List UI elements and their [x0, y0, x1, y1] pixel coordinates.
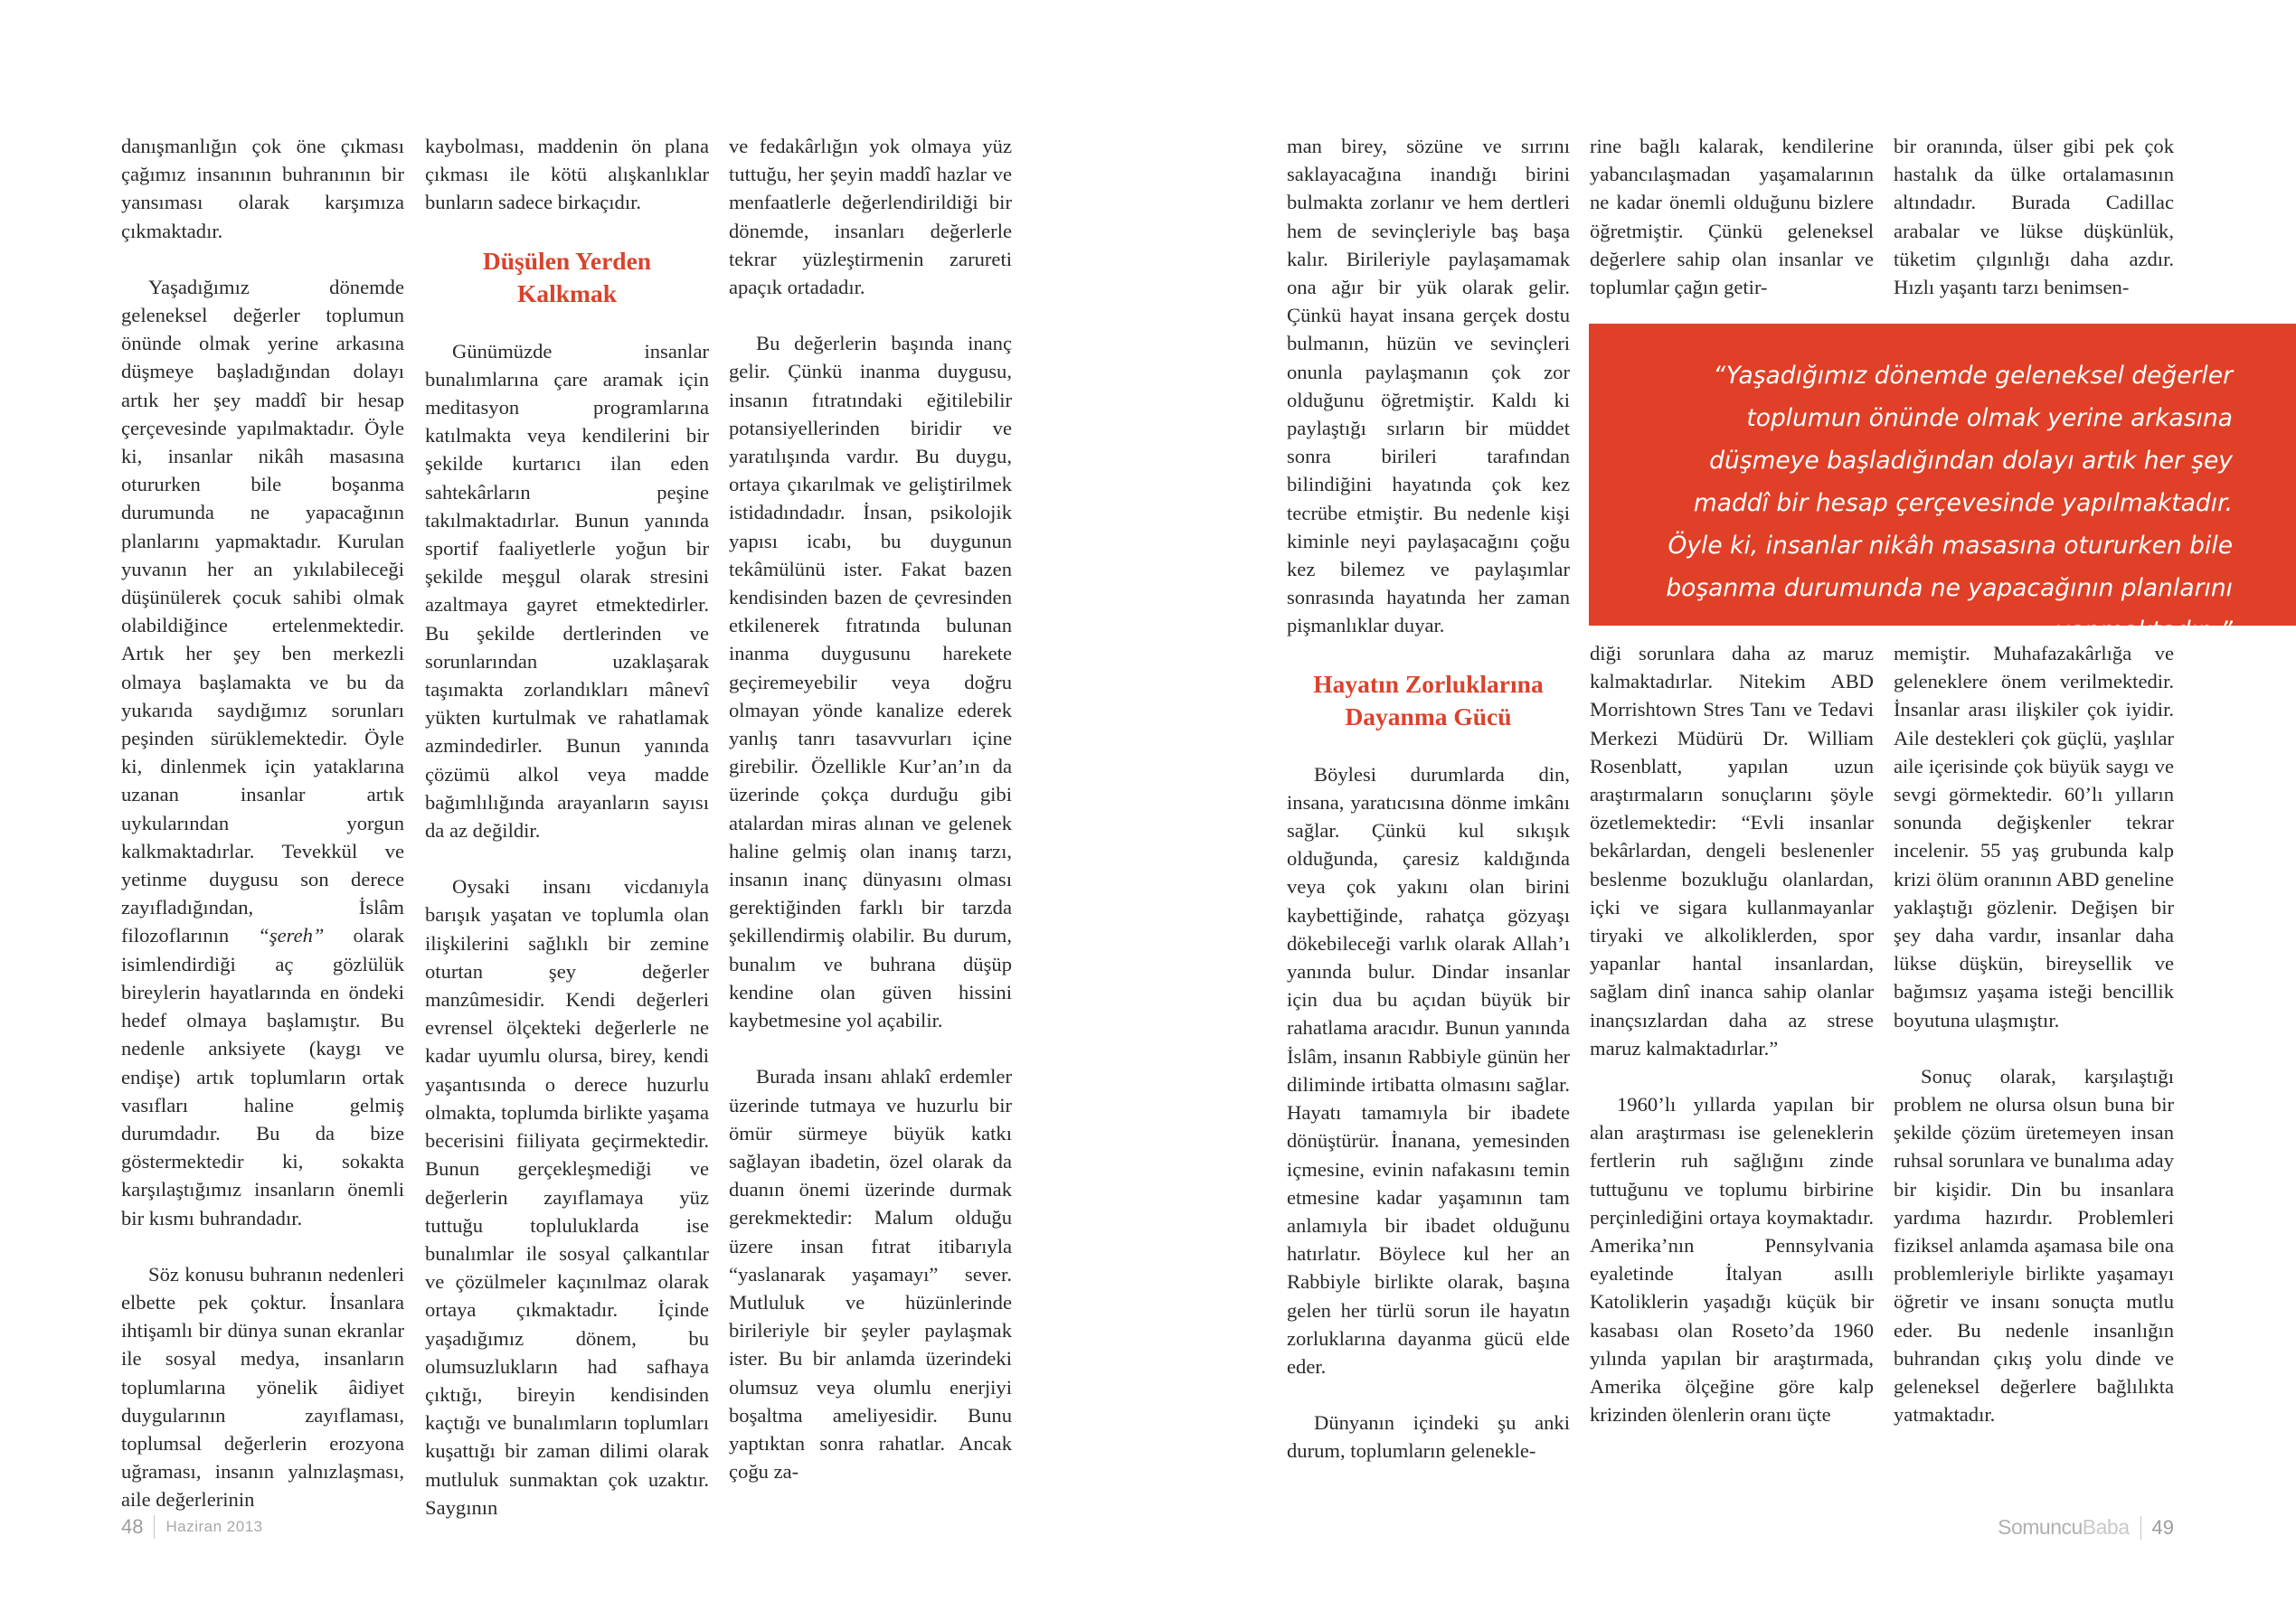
right-column-3-top [1894, 132, 2174, 301]
footer-divider [2140, 1516, 2141, 1540]
right-column-2-top [1590, 132, 1874, 301]
paragraph: bir oranında, ülser gibi pek çok hastalık da ülke ortalamasının altındadır. Burada Cadillac arabalar ve lükse düşkünlük, tüketim çılgınlığı daha azdır. Hızlı yaşantı tarzı benimsen- [1894, 135, 2174, 299]
left-column-3 [729, 132, 1012, 1513]
paragraph: Burada insanı ahlakî erdemler üzerinde tutmaya ve huzurlu bir ömür sürmeye büyük katkı sağlayan ibadetin, özel olarak da duanın önemi üzerinde durmak gerekmektedir: Malum olduğu üzere insan fıtrat itibarıyla “yaslanarak yaşamayı” sever. Mutluluk ve hüzünlerinde birileriyle bir şeyler paylaşmak ister. Bu bir anlamda üzerindeki olumsuz veya olumlu enerjiyi boşaltma ameliyesidir. Bunu yaptıktan sonra rahatlar. Ancak çoğu za- [729, 1065, 1012, 1484]
paragraph: ve fedakârlığın yok olmaya yüz tuttuğu, her şeyin maddî hazlar ve menfaatlerle değerlendirildiği bir dönemde, insanları değerlerle tekrar yüzleştirmenin zarureti apaçık ortadadır. [729, 135, 1012, 299]
paragraph: rine bağlı kalarak, kendilerine yabancılaşmadan yaşamalarının ne kadar önemli olduğunu bizlere öğretmiştir. Çünkü geleneksel değerlere sahip olan insanlar ve toplumlar çağın getir- [1590, 135, 1874, 299]
right-column-1 [1287, 132, 1570, 1494]
right-column-3-bottom [1894, 639, 2174, 1456]
paragraph: Söz konusu buhranın nedenleri elbette pek çoktur. İnsanlara ihtişamlı bir dünya sunan ekranlar ile sosyal medya, insanların toplumlarına yönelik âidiyet duygularının zayıflaması, toplumsal değerlerin erozyona uğraması, insanın yalnızlaşması, aile değerlerinin [121, 1262, 404, 1512]
footer-right [1998, 1515, 2174, 1540]
paragraph: man birey, sözüne ve sırrını saklayacağına inandığı birini bulmakta zorlanır ve hem dertleri hem de sevinçleriyle baş başa kalır. Birileriyle paylaşamamak ona ağır bir yük olarak gelir. Çünkü hayat insana gerçek dostu bulmanın, hüzün ve sevinçleri onunla paylaşmanın çok zor olduğunu öğretmiştir. Kaldı ki paylaştığı sırların bir müddet sonra birileri tarafından bilindiğini hayatında çok kez tecrübe etmiştir. Bu nedenle kişi kiminle neyi paylaşacağını çoğu kez bilemez ve paylaşımlar sonrasında hayatında her zaman pişmanlıklar duyar. [1287, 135, 1570, 637]
left-column-2 [425, 132, 709, 1550]
left-column-1 [121, 132, 404, 1542]
paragraph: Sonuç olarak, karşılaştığı problem ne olursa olsun buna bir şekilde çözüm üretemeyen insan ruhsal sorunlara ve bunalıma aday bir kişidir. Din bu insanlara yardıma hazırdır. Problemleri fiziksel anlamda aşamasa bile ona problemleriyle birlikte yaşamayı öğretir ve insanı sonuçta mutlu eder. Bu nedenle insanlığın buhrandan çıkış yolu dinde ve geleneksel değerlere bağlılıkta yatmaktadır. [1894, 1064, 2174, 1427]
footer-left [121, 1515, 263, 1539]
paragraph: 1960’lı yıllarda yapılan bir alan araştırması ise geleneklerin fertlerin ruh sağlığını zinde tuttuğunu ve toplumu birbirine perçinlediğini ortaya koymaktadır. Amerika’nın Pennsylvania eyaletinde İtalyan asıllı Katoliklerin yaşadığı küçük bir kasabası olan Roseto’da 1960 yılında yapılan bir araştırmada, Amerika ölçeğine göre kalp krizinden ölenlerin oranı üçte [1590, 1093, 1874, 1427]
section-heading: Düşülen Yerden Kalkmak [482, 246, 652, 307]
paragraph: diği sorunlara daha az maruz kalmaktadırlar. Nitekim ABD Morrishtown Stres Tanı ve Tedavi Merkezi Müdürü Dr. William Rosenblatt, yapılan uzun araştırmaların sonuçlarını şöyle özetlemektedir: “Evli insanlar bekârlardan, dengeli beslenenler beslenme bozukluğu olanlardan, içki ve sigara kullanmayanlar tiryaki ve alkoliklerden, spor yapanlar hantal insanlardan, sağlam dinî inanca sahip olanlar inançsızlardan daha az strese maruz kalmaktadırlar.” [1590, 642, 1874, 1060]
pull-quote-text: “Yaşadığımız dönemde geleneksel değerler toplumun önünde olmak yerine arkasına düşmeye başladığından dolayı artık her şey maddî bir hesap çerçevesinde yapılmaktadır. Öyle ki, insanlar nikâh masasına otururken bile boşanma durumunda ne yapacağının planlarını yapmaktadır. ” [1666, 362, 2233, 645]
footer-divider [154, 1515, 155, 1539]
paragraph: Dünyanın içindeki şu anki durum, toplumların gelenekle- [1287, 1411, 1570, 1463]
right-column-2-bottom [1590, 639, 1874, 1456]
pull-quote [1589, 324, 2296, 645]
page-number: 48 [121, 1515, 144, 1538]
paragraph: Yaşadığımız dönemde geleneksel değerler toplumun önünde olmak yerine arkasına düşmeye başladığından dolayı artık her şey maddî bir hesap çerçevesinde yapılmaktadır. Öyle ki, insanlar nikâh masasına otururken bile boşanma durumunda ne yapacağının planlarını yapmaktadır. Kurulan yuvanın her an yıkılabileceği düşünülerek çocuk sahibi olmak olabildiğince ertelenmektedir. Artık her şey ben merkezli olmaya başlamakta ve bu da yukarıda saydığımız sorunları peşinden sürüklemektedir. Öyle ki, dinlenmek için yataklarına uzanan insanlar artık uykularından yorgun kalkmaktadırlar. Tevekkül ve yetinme duygusu son derece zayıfladığından, İslâm filozoflarının “şereh” olarak isimlendirdiği aç gözlülük bireylerin hayatlarında en öndeki hedef olmaya başlamıştır. Bu nedenle anksiyete (kaygı ve endişe) artık toplumların ortak vasıfları haline gelmiş durumdadır. Bu da bize göstermektedir ki, sokakta karşılaştığımız insanların önemli bir kısmı buhrandadır. [121, 275, 404, 1230]
paragraph: Bu değerlerin başında inanç gelir. Çünkü inanma duygusu, insanın fıtratındaki eğitilebilir potansiyellerinden biridir ve yaratılışında vardır. Bu duygu, ortaya çıkarılmak ve geliştirilmek istidadındadır. İnsan, psikolojik yapısı icabı, bu duygunun tekâmülünü ister. Fakat bazen kendisinden bazen de çevresinden etkilenerek fıtratında bulunan inanma duygusunu harekete geçiremeyebilir veya doğru olmayan yönde kanalize ederek yanlış tanrı tasavvurları içine girebilir. Özellikle Kur’an’ın da üzerinde çokça durduğu gibi atalardan miras alınan ve gelenek haline gelmiş olan inanış tarzı, insanın inanç dünyasını olması gerektiğinden farklı bir tarzda şekillendirmiş olabilir. Bu durum, bunalım ve buhrana düşüp kendine olan güven hissini kaybetmesine yol açabilir. [729, 332, 1012, 1032]
italic-term: “şereh” [258, 924, 325, 947]
paragraph: Günümüzde insanlar bunalımlarına çare aramak için meditasyon programlarına katılmakta veya kendilerini bir şekilde kurtarıcı ilan eden sahtekârların peşine takılmaktadırlar. Bunun yanında sportif faaliyetlerle yoğun bir şekilde meşgul olarak stresini azaltmaya gayret etmektedirler. Bu şekilde dertlerinden ve sorunlarından uzaklaşarak taşımakta zorlandıkları mânevî yükten kurtulmak ve rahatlamak azmindedirler. Bunun yanında çözümü alkol veya madde bağımlılığında arayanların sayısı da az değildir. [425, 339, 709, 843]
paragraph: Oysaki insanı vicdanıyla barışık yaşatan ve toplumla olan ilişkilerini sağlıklı bir zemine oturtan şey değerler manzûmesidir. Kendi değerleri evrensel ölçekteki değerlerle ne kadar uyumlu olursa, birey, kendi yaşantısında o derece huzurlu olmakta, toplumda birlikte yaşama becerisini fiiliyata geçirmektedir. Bunun gerçekleşmediği ve değerlerin zayıflamaya yüz tuttuğu topluluklarda ise bunalımlar ile sosyal çalkantılar ve çözülmeler kaçınılmaz olarak ortaya çıkmaktadır. İçinde yaşadığımız dönem, bu olumsuzlukların had safhaya çıktığı, bireyin kendisinden kaçtığı ve bunalımların toplumları kuşattığı bir zaman dilimi olarak mutluluk sunmaktan çok uzaktır. Saygının [425, 875, 709, 1519]
paragraph: danışmanlığın çok öne çıkması çağımız insanının buhranının bir yansıması olarak karşımıza çıkmaktadır. [121, 135, 404, 242]
section-heading: Hayatın Zorluklarına Dayanma Gücü [1313, 669, 1544, 730]
paragraph: Böylesi durumlarda din, insana, yaratıcısına dönme imkânı sağlar. Çünkü kul sıkışık olduğunda, çaresiz kaldığında veya çok yakını olan birini kaybettiğinde, rahatça gözyaşı dökebileceği varlık olarak Allah’ı yanında bulur. Dindar insanlar için dua bu açıdan büyük bir rahatlama aracıdır. Bunun yanında İslâm, insanın Rabbiyle günün her diliminde irtibatta olmasını sağlar. Hayatı tamamıyla bir ibadete dönüştürür. İnanana, yemesinden içmesine, evinin nafakasını temin etmesine kadar yaşamının tam anlamıyla bir ibadet olduğunu hatırlatır. Böylece kul her an Rabbiyle birlikte olarak, başına gelen her türlü sorun ile hayatın zorluklarına dayanma gücü elde eder. [1287, 762, 1570, 1378]
issue-date: Haziran 2013 [165, 1518, 263, 1535]
page-number: 49 [2151, 1515, 2174, 1539]
paragraph: kaybolması, maddenin ön plana çıkması ile kötü alışkanlıklar bunların sadece birkaçıdır. [425, 135, 709, 214]
magazine-logo: SomuncuBaba [1998, 1515, 2130, 1539]
paragraph: memiştir. Muhafazakârlığa ve geleneklere önem verilmektedir. İnsanlar arası ilişkiler çok iyidir. Aile destekleri çok güçlü, yaşlılar aile içerisinde çok büyük saygı ve sevgi görmektedir. 60’lı yılların sonunda değişkenler tekrar incelenir. 55 yaş grubunda kalp krizi ölüm oranının ABD geneline yaklaştığı gözlenir. Değişen bir şey daha vardır, insanlar daha lükse düşkün, bireysellik ve bağımsız yaşama isteği bencillik boyutuna ulaşmıştır. [1894, 642, 2174, 1032]
